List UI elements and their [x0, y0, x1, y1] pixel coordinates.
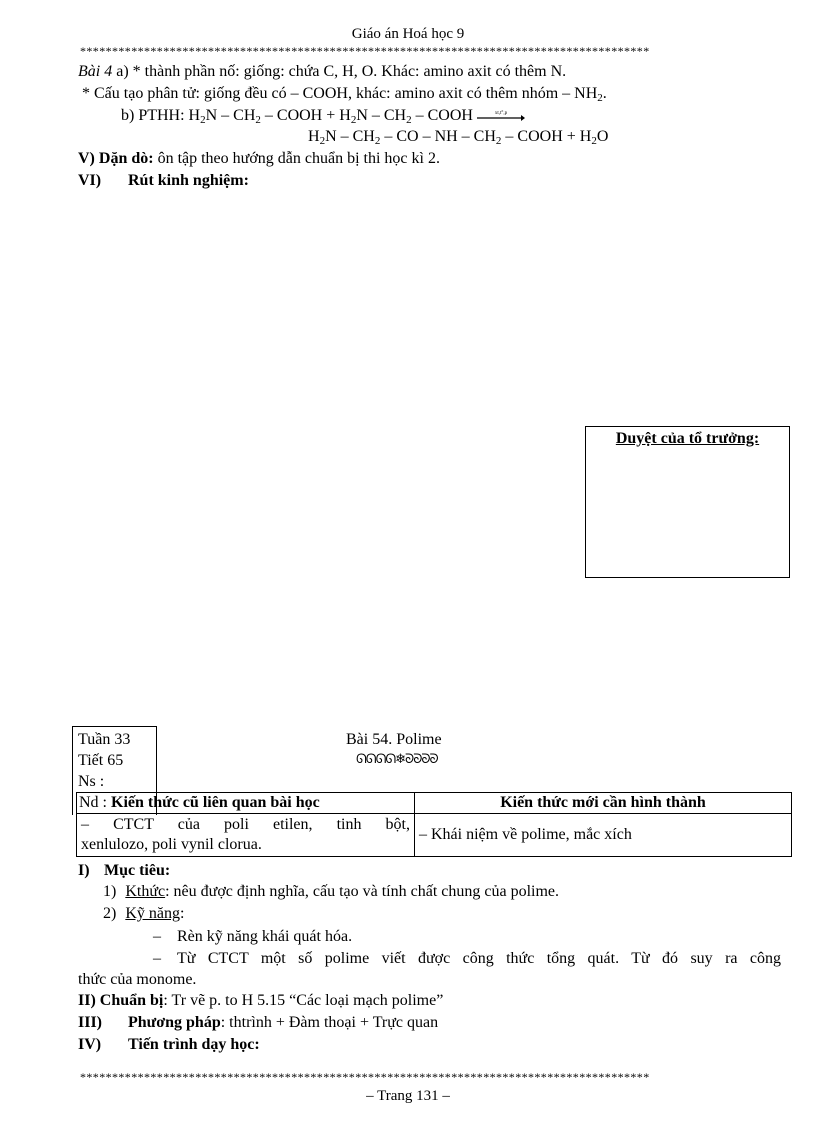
eq-sub: 2 — [374, 135, 381, 147]
bullet1-text: Rèn kỹ năng khái quát hóa. — [177, 928, 353, 945]
nd-label: Nd : — [79, 794, 107, 811]
eq2-part: – COOH + H — [501, 128, 592, 145]
bullet2-line1: Từ CTCT một số polime viết được công thức tổng quát. Từ đó suy ra công — [177, 950, 781, 967]
section-v-text: ôn tập theo hướng dẫn chuẩn bị thi học kì 2. — [153, 150, 440, 167]
eq-sub: 2 — [591, 135, 597, 147]
section-iv-num: IV) — [78, 1036, 102, 1053]
section-v-label: V) Dặn dò: — [78, 150, 154, 167]
section-ii-label: II) Chuẩn bị — [78, 992, 164, 1009]
period-label: Tiết 65 — [78, 752, 124, 769]
eq-sub: 2 — [255, 114, 261, 126]
footer-star-divider: ***************************************************************************************** — [80, 1072, 650, 1082]
table-header-row — [77, 793, 792, 814]
eq-sub: 2 — [495, 135, 502, 147]
eq2-part: O — [596, 128, 609, 145]
eq-sub: 2 — [200, 114, 206, 126]
section-iii — [128, 1014, 438, 1032]
eq1-part: N – CH — [205, 107, 256, 124]
section-iii-num: III) — [78, 1014, 103, 1031]
section-iii-label: Phương pháp — [128, 1014, 221, 1031]
ornament-divider: ᘏᘏᘏᘏ❄ᘐᘐᘐᘐ — [356, 752, 438, 767]
bai4-label: Bài 4 — [78, 63, 113, 80]
week-label: Tuần 33 — [78, 731, 131, 748]
section-i-label: Mục tiêu: — [104, 862, 171, 879]
item2-colon: : — [179, 905, 185, 922]
header-star-divider: ***************************************************************************************** — [80, 46, 650, 56]
eq1-part: N – CH — [356, 107, 407, 124]
item2-label: Kỹ năng — [125, 905, 180, 922]
ns-label: Ns : — [78, 773, 105, 790]
eq1-part: – COOH + H — [260, 107, 351, 124]
eq-sub: 2 — [350, 114, 357, 126]
table-header-left — [77, 793, 415, 814]
eq2-part: N – CH — [325, 128, 375, 145]
item2-num: 2) — [103, 905, 117, 922]
section-ii-text: : Tr vẽ p. to H 5.15 “Các loại mạch polime” — [163, 992, 444, 1009]
bai4-line2-text: * Cấu tạo phân tử: giống đều có – COOH, khác: amino axit có thêm nhóm – NH — [82, 85, 598, 102]
bai4-line1 — [78, 63, 566, 81]
section-vi-num: VI) — [78, 172, 102, 189]
bullet-dash: – — [153, 928, 161, 945]
section-v — [78, 150, 440, 168]
old-knowledge-line2: xenlulozo, poli vynil clorua. — [81, 836, 262, 853]
section-iv-label: Tiến trình dạy học: — [128, 1036, 260, 1053]
approval-box — [585, 426, 790, 578]
eq2-part: – CO – NH – CH — [380, 128, 496, 145]
table-row — [77, 814, 792, 857]
page-header-title: Giáo án Hoá học 9 — [351, 26, 465, 42]
eq1-prefix: b) PTHH: H — [121, 107, 201, 124]
nh2-subscript: 2 — [597, 92, 603, 104]
old-knowledge-line1: – CTCT của poli etilen, tinh bột, — [81, 816, 410, 833]
item1-text: : nêu được định nghĩa, cấu tạo và tính chất chung của polime. — [165, 883, 560, 900]
eq-sub: 2 — [406, 114, 412, 126]
new-knowledge-cell: – Khái niệm về polime, mắc xích — [415, 814, 792, 857]
approval-title: Duyệt của tổ trưởng: — [615, 430, 760, 447]
eq-sub: 2 — [319, 135, 326, 147]
new-knowledge-header: Kiến thức mới cần hình thành — [415, 793, 792, 814]
section-i-num: I) — [78, 862, 90, 879]
equation-line1 — [121, 107, 525, 125]
old-knowledge-cell — [77, 814, 415, 857]
bai4-line2-end: . — [602, 85, 607, 102]
section-iii-text: : thtrình + Đàm thoại + Trực quan — [220, 1014, 439, 1031]
item1-label: Kthức — [125, 883, 166, 900]
eq1-part: – COOH — [411, 107, 473, 124]
knowledge-table — [76, 792, 792, 857]
old-knowledge-header: Kiến thức cũ liên quan bài học — [111, 794, 320, 811]
reaction-arrow-icon — [477, 109, 525, 123]
lesson-title: Bài 54. Polime — [346, 731, 442, 748]
objective-item2 — [103, 905, 184, 923]
item1-num: 1) — [103, 883, 117, 900]
section-vi-label: Rút kinh nghiệm: — [128, 172, 249, 189]
section-ii — [78, 992, 443, 1010]
bai4-line1-text: a) * thành phần nố: giống: chứa C, H, O. Khác: amino axit có thêm N. — [112, 63, 567, 80]
bullet2-line2: thức của monome. — [78, 971, 197, 988]
bai4-line2 — [82, 85, 607, 103]
eq2-part: H — [308, 128, 320, 145]
arrow-condition-label: xt,t°,p — [494, 111, 508, 117]
equation-line2 — [308, 128, 608, 146]
page-number: – Trang 131 – — [366, 1088, 450, 1104]
objective-item1 — [103, 883, 559, 901]
bullet-dash: – — [153, 950, 161, 967]
